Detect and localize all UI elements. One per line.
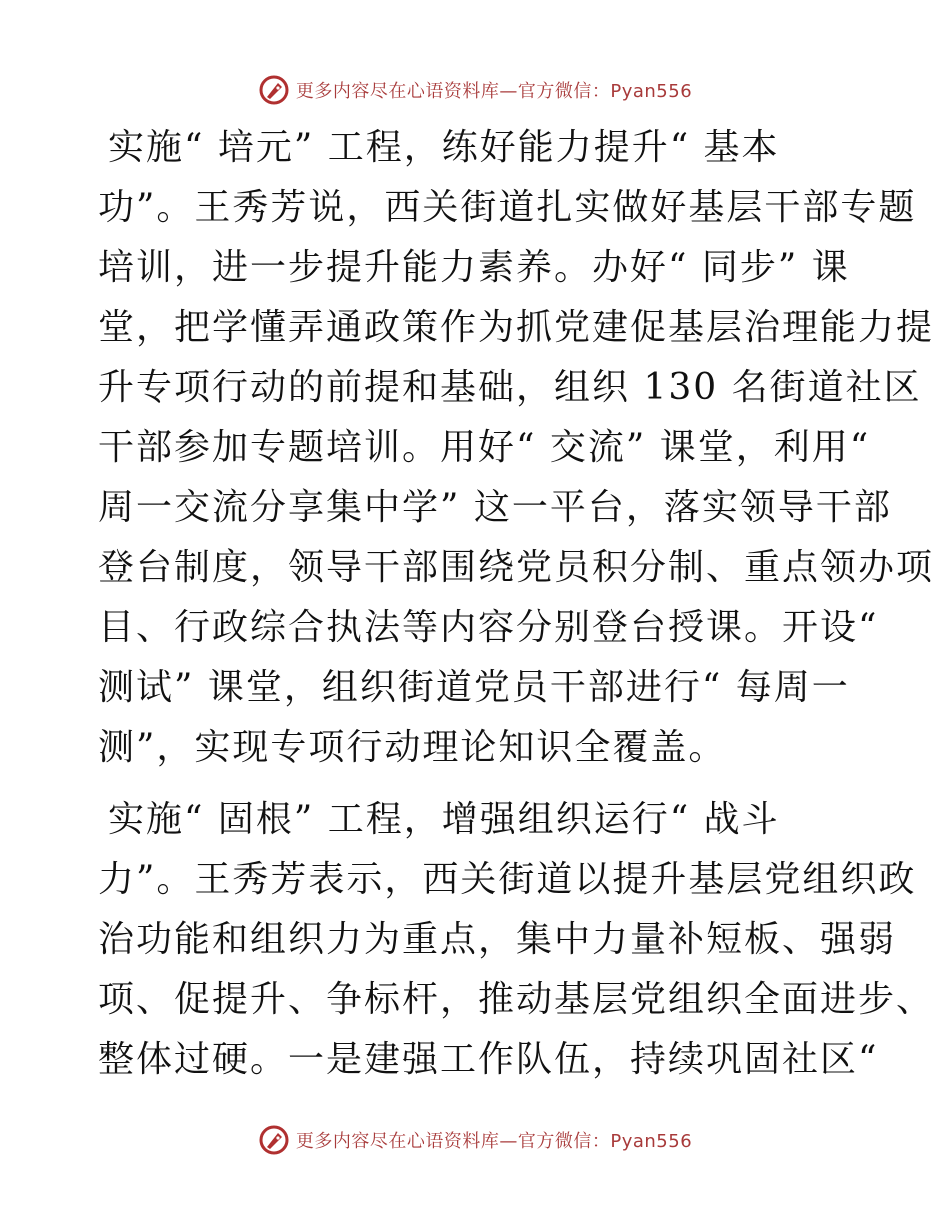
text-line: 力”。王秀芳表示，西关街道以提升基层党组织政: [98, 859, 917, 900]
text-line: 周一交流分享集中学” 这一平台，落实领导干部: [98, 487, 892, 528]
pen-nib-circle-icon: [258, 1124, 290, 1156]
text-line: 测”，实现专项行动理论知识全覆盖。: [98, 727, 727, 768]
pen-nib-circle-icon: [258, 74, 290, 106]
paragraph-2: [98, 790, 935, 1090]
header-banner-text: 更多内容尽在心语资料库—官方微信：Pyan556: [295, 81, 693, 102]
text-line: 堂，把学懂弄通政策作为抓党建促基层治理能力提: [98, 307, 935, 348]
text-line: 整体过硬。一是建强工作队伍，持续巩固社区“: [98, 1039, 879, 1080]
text-line: 功”。王秀芳说，西关街道扎实做好基层干部专题: [98, 187, 917, 228]
text-line: 目、行政综合执法等内容分别登台授课。开设“: [98, 607, 879, 648]
text-line: 项、促提升、争标杆，推动基层党组织全面进步、: [98, 979, 935, 1020]
text-line: 培训，进一步提升能力素养。办好“ 同步” 课: [98, 247, 850, 288]
footer-banner-text: 更多内容尽在心语资料库—官方微信：Pyan556: [295, 1131, 693, 1152]
text-line: 升专项行动的前提和基础，组织 130 名街道社区: [98, 367, 922, 408]
text-line: 干部参加专题培训。用好“ 交流” 课堂，利用“: [98, 427, 871, 468]
text-line: 登台制度，领导干部围绕党员积分制、重点领办项: [98, 547, 935, 588]
header-banner: [0, 70, 950, 110]
text-line: 治功能和组织力为重点，集中力量补短板、强弱: [98, 919, 897, 960]
footer-banner: [0, 1120, 950, 1160]
paragraph-1: [98, 118, 935, 778]
text-line: 测试” 课堂，组织街道党员干部进行“ 每周一: [98, 667, 850, 708]
text-line: 实施“ 固根” 工程，增强组织运行“ 战斗: [108, 799, 780, 840]
document-body: [98, 118, 935, 1102]
text-line: 实施“ 培元” 工程，练好能力提升“ 基本: [108, 127, 780, 168]
